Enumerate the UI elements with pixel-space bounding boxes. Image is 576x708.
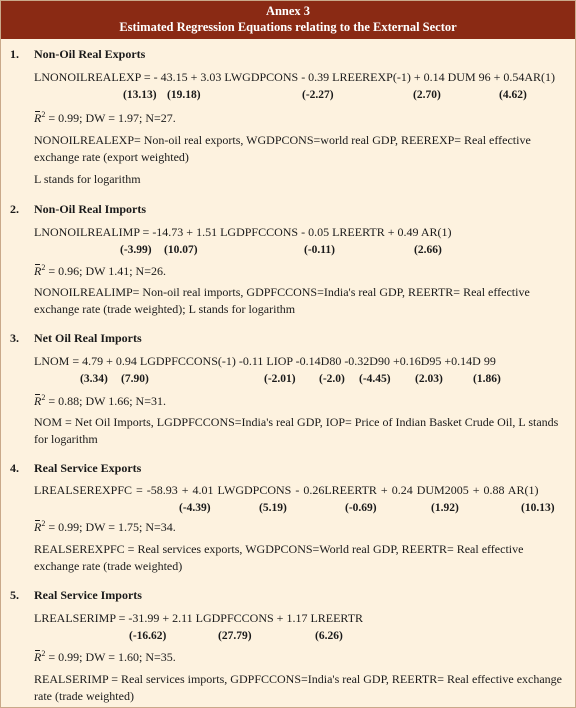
section-1-tstat: (13.13) [123,89,157,101]
section-1-number: 1. [10,47,19,61]
section-5-equation: LREALSERIMP = -31.99 + 2.11 LGDPFCCONS + 1.17 LREERTR [34,611,364,625]
section-2-tstat: (-0.11) [304,244,335,256]
annex-title: Estimated Regression Equations relating to the External Sector [119,20,457,34]
section-3-title: Net Oil Real Imports [34,331,142,345]
section-3-tstat: (3.34) [80,373,108,385]
section-1-definition: NONOILREALEXP= Non-oil real exports, WGDPCONS=world real GDP, REEREXP= Real effective exchange rate (export weighted) [34,133,531,164]
section-1-tstat: (19.18) [167,89,201,101]
section-1-equation: LNONOILREALEXP = - 43.15 + 3.03 LWGDPCONS - 0.39 LREEREXP(-1) + 0.14 DUM 96 + 0.54AR(1) [34,70,556,84]
section-2-title: Non-Oil Real Imports [34,202,146,216]
section-5-tstat: (27.79) [218,630,252,642]
section-3-fit-stats: $R^2 = 0.88$; DW 1.66; N=31. [34,393,166,408]
section-4-fit-stats: $R^2 = 0.99$; DW = 1.75; N=34. [34,519,176,534]
section-3-tstat: (1.86) [473,373,501,385]
section-4-tstat: (-4.39) [179,502,211,514]
section-2-fit-stats: $R^2 = 0.96$; DW 1.41; N=26. [34,263,166,278]
section-5-number: 5. [10,588,19,602]
section-4-tstat: (1.92) [431,502,459,514]
section-2-equation: LNONOILREALIMP = -14.73 + 1.51 LGDPFCCONS - 0.05 LREERTR + 0.49 AR(1) [34,225,452,239]
section-4-number: 4. [10,461,19,475]
section-1-title: Non-Oil Real Exports [34,47,146,61]
section-3-tstat: (-2.01) [264,373,296,385]
section-1-tstat: (2.70) [413,89,441,101]
section-5-definition: REALSERIMP = Real services imports, GDPFCCONS=India's real GDP, REERTR= Real effective exchange rate (trade weighted) [34,672,563,703]
section-4-equation: LREALSEREXPFC = -58.93 + 4.01 LWGDPCONS - 0.26LREERTR + 0.24 DUM2005 + 0.88 AR(1) [34,483,539,497]
section-5-fit-stats: $R^2 = 0.99$; DW = 1.60; N=35. [34,649,176,664]
section-4-definition: REALSEREXPFC = Real services exports, WGDPCONS=World real GDP, REERTR= Real effective exchange rate (trade weighted) [34,542,524,573]
section-2-tstat: (2.66) [414,244,442,256]
section-4-tstat: (10.13) [521,502,555,514]
section-3-equation: LNOM = 4.79 + 0.94 LGDPFCCONS(-1) -0.11 LIOP -0.14D80 -0.32D90 +0.16D95 +0.14D 99 [34,354,496,368]
section-3-tstat: (7.90) [121,373,149,385]
section-3-number: 3. [10,331,19,345]
annex-label: Annex 3 [265,4,311,18]
annex-header [1,1,575,39]
section-1-tstat: (-2.27) [302,89,334,101]
section-1-fit-stats: $R^2 = 0.99$; DW = 1.97; N=27. [34,110,176,125]
section-4-tstat: (-0.69) [345,502,377,514]
section-2-tstat: (-3.99) [120,244,152,256]
section-3-tstat: (-4.45) [359,373,391,385]
section-2-definition: NONOILREALIMP= Non-oil real imports, GDPFCCONS=India's real GDP, REERTR= Real effective exchange rate (trade weighted); L stands for logarithm [34,285,530,316]
section-1-tstat: (4.62) [499,89,527,101]
section-2-number: 2. [10,202,19,216]
section-3-definition: NOM = Net Oil Imports, LGDPFCCONS=India's real GDP, IOP= Price of Indian Basket Crude Oil, L stands for logarithm [34,415,559,446]
section-4-title: Real Service Exports [34,461,142,475]
section-5-title: Real Service Imports [34,588,142,602]
section-4-tstat: (5.19) [259,502,287,514]
section-3-tstat: (2.03) [415,373,443,385]
section-2-tstat: (10.07) [164,244,198,256]
section-5-tstat: (6.26) [315,630,343,642]
section-1-note: L stands for logarithm [34,172,141,186]
section-5-tstat: (-16.62) [129,630,167,642]
section-3-tstat: (-2.0) [319,373,345,385]
